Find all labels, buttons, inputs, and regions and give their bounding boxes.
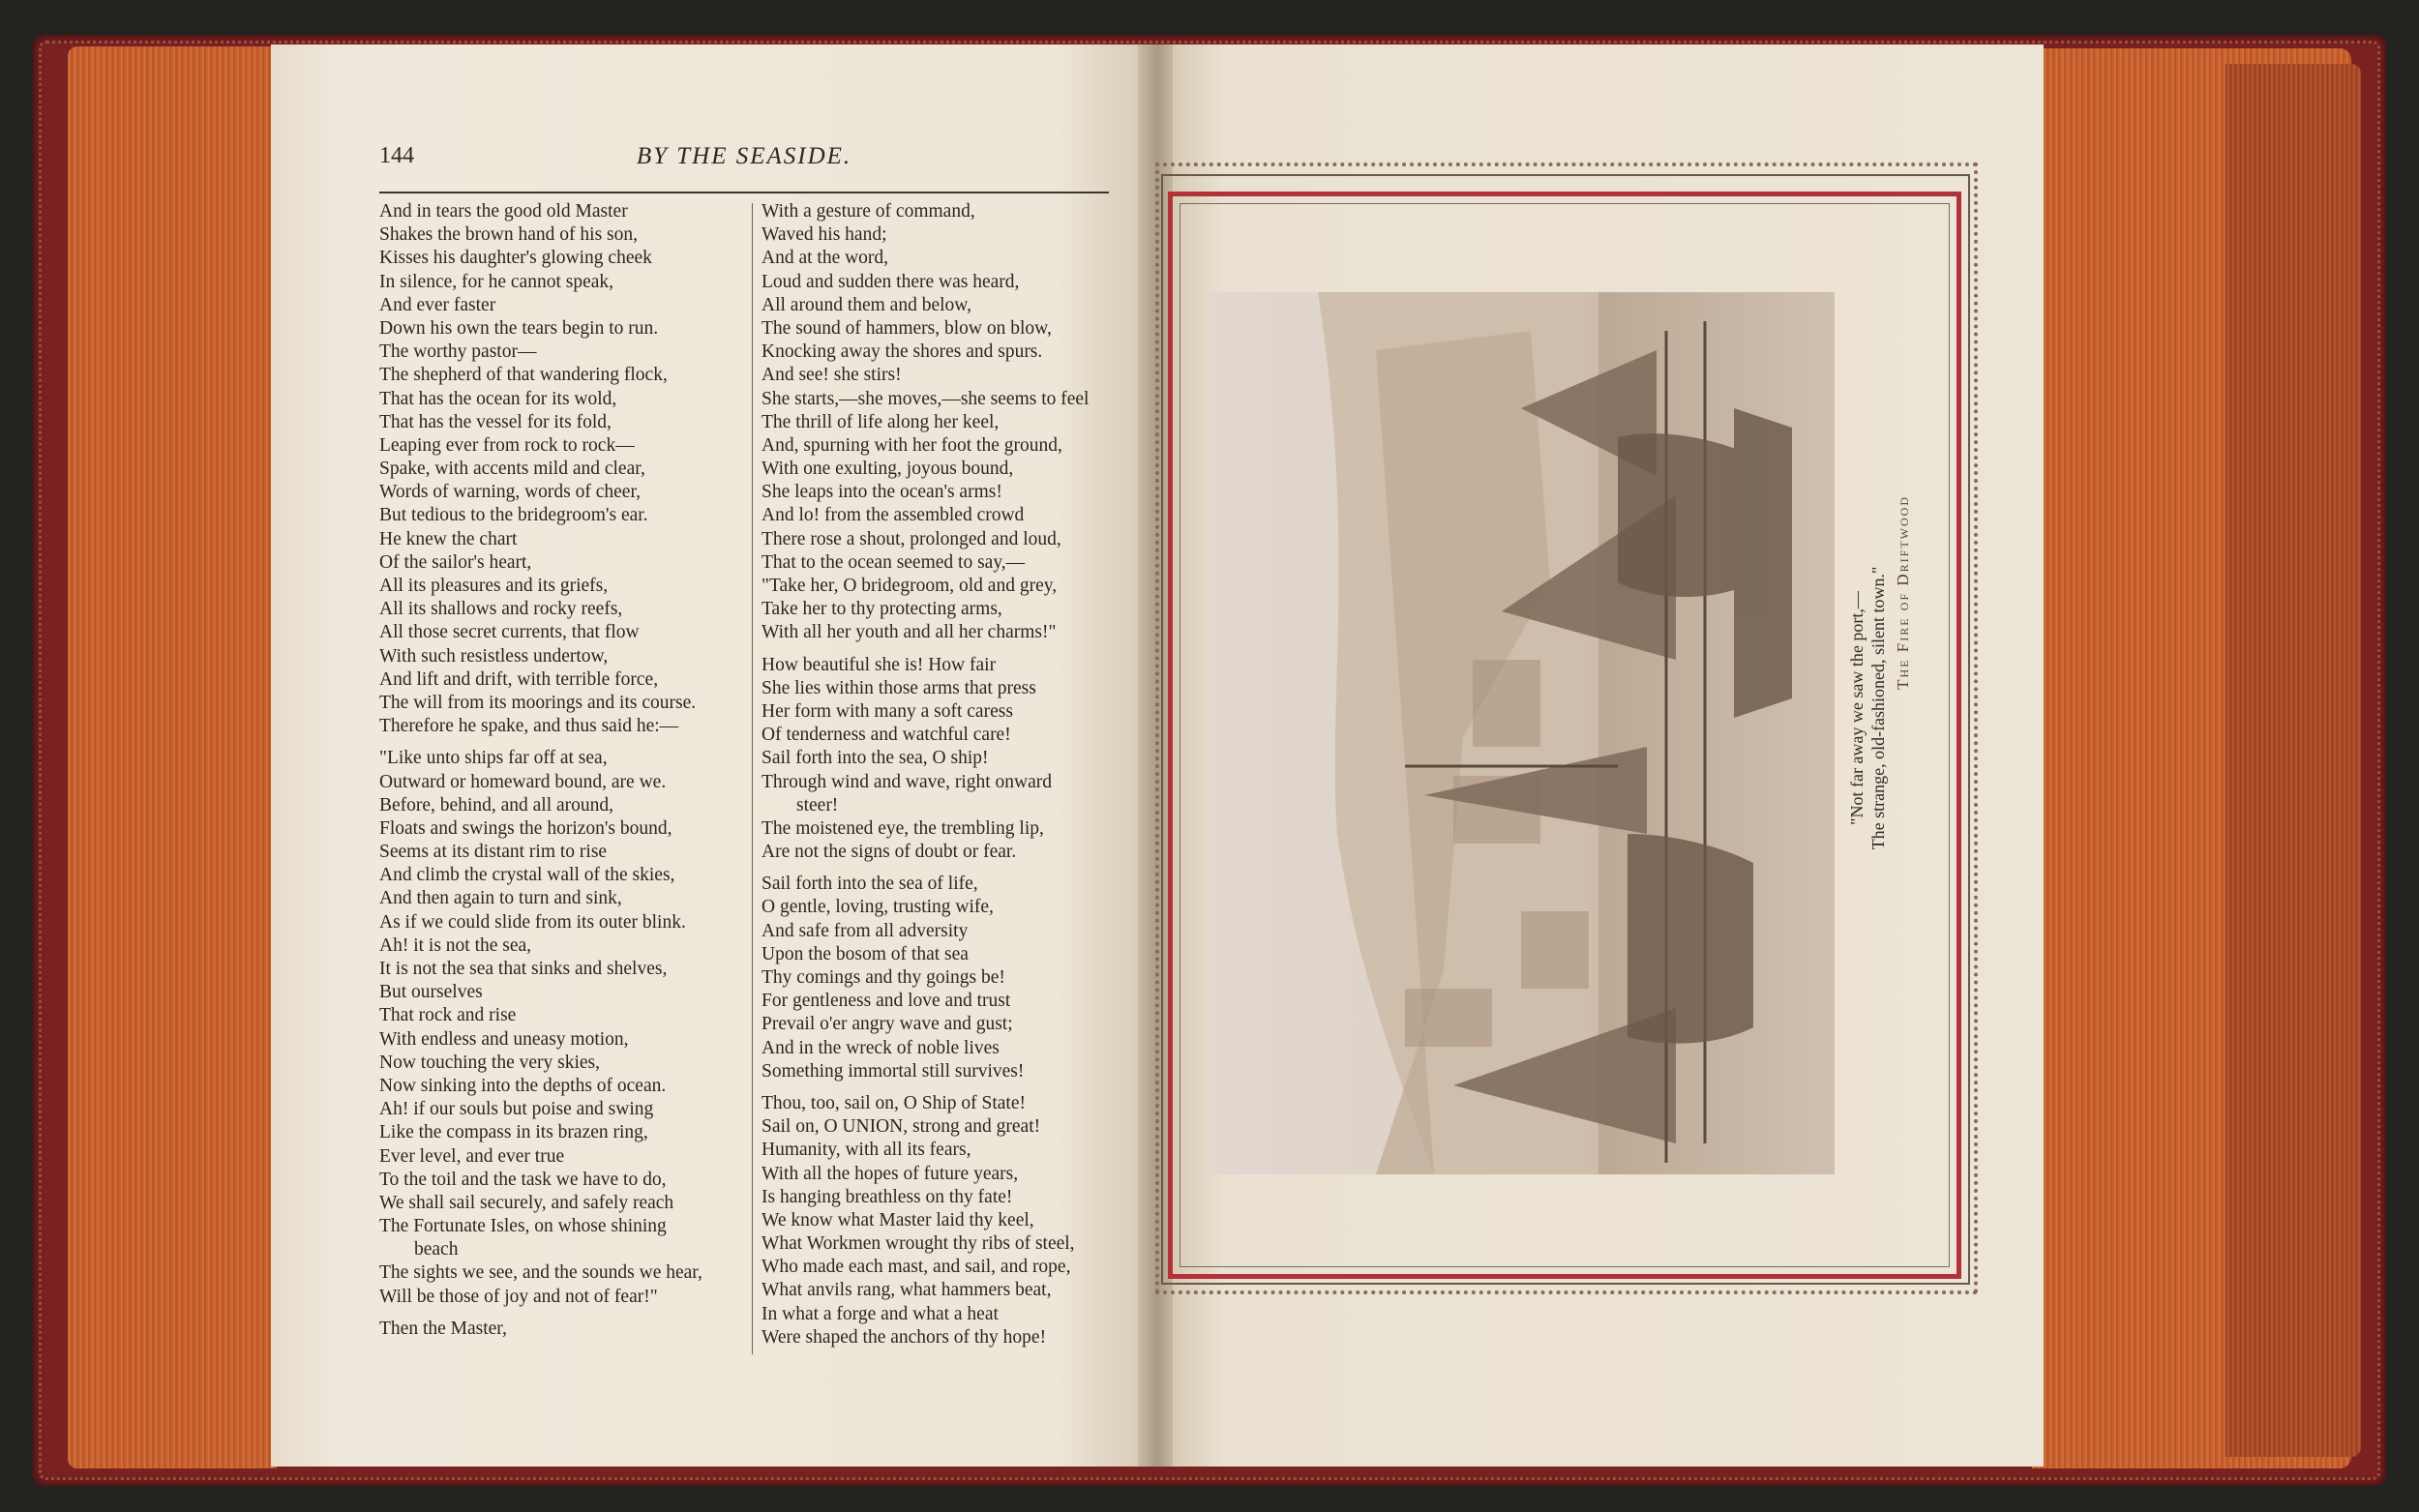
poem-line: Sail on, O UNION, strong and great! — [762, 1116, 1041, 1138]
stanza-break — [379, 1309, 747, 1318]
poem-line: Knocking away the shores and spurs. — [762, 341, 1043, 363]
poem-line: And see! she stirs! — [762, 365, 902, 386]
poem-line: That has the ocean for its wold, — [379, 388, 617, 409]
page-number: 144 — [379, 143, 414, 168]
poem-line: And safe from all adversity — [762, 920, 969, 941]
poem-line: Who made each mast, and sail, and rope, — [762, 1257, 1071, 1278]
poem-line: She leaps into the ocean's arms! — [762, 482, 1002, 503]
poem-line: Sail forth into the sea of life, — [762, 874, 978, 895]
poem-line: There rose a shout, prolonged and loud, — [762, 528, 1061, 549]
poem-line: With one exulting, joyous bound, — [762, 459, 1014, 480]
poem-line: She starts,—she moves,—she seems to feel — [762, 388, 1090, 409]
poem-line: With endless and uneasy motion, — [379, 1028, 629, 1050]
poem-line: All those secret currents, that flow — [379, 622, 640, 643]
running-header — [379, 143, 1109, 193]
poem-line: Waved his hand; — [762, 224, 887, 246]
poem-line: What Workmen wrought thy ribs of steel, — [762, 1233, 1075, 1255]
harbor-photograph — [1211, 292, 1835, 1174]
poem-line: Thou, too, sail on, O Ship of State! — [762, 1092, 1026, 1113]
poem-line: And, spurning with her foot the ground, — [762, 434, 1062, 456]
left-page-edges — [68, 46, 277, 1468]
poem-line: steer! — [796, 794, 839, 815]
poem-line: Is hanging breathless on thy fate! — [762, 1186, 1013, 1207]
poem-line: But tedious to the bridegroom's ear. — [379, 505, 648, 526]
caption-source: The Fire of Driftwood — [1894, 495, 1912, 690]
poem-line: Shakes the brown hand of his son, — [379, 224, 639, 246]
poem-line: Ever level, and ever true — [379, 1145, 565, 1167]
poem-column-left — [379, 200, 747, 1341]
poem-line: All its pleasures and its griefs, — [379, 576, 609, 596]
poem-line: Floats and swings the horizon's bound, — [379, 817, 672, 839]
poem-line: Of tenderness and watchful care! — [762, 725, 1011, 746]
poem-line: In what a forge and what a heat — [762, 1303, 999, 1324]
poem-line: And ever faster — [379, 294, 496, 315]
poem-line: Down his own the tears begin to run. — [379, 317, 659, 339]
poem-line: We know what Master laid thy keel, — [762, 1209, 1034, 1230]
poem-line: And in the wreck of noble lives — [762, 1037, 1000, 1058]
poem-line: "Take her, O bridegroom, old and grey, — [762, 576, 1058, 596]
poem-line: And in tears the good old Master — [379, 201, 628, 222]
harbor-photo-illustration — [1211, 292, 1835, 1174]
poem-line: She lies within those arms that press — [762, 677, 1036, 698]
poem-line: Will be those of joy and not of fear!" — [379, 1286, 658, 1307]
poem-line: The will from its moorings and its course. — [379, 692, 697, 713]
page-title: BY THE SEASIDE. — [636, 143, 852, 169]
poem-line: Therefore he spake, and thus said he:— — [379, 716, 679, 737]
poem-line: Humanity, with all its fears, — [762, 1140, 971, 1161]
poem-line: The shepherd of that wandering flock, — [379, 365, 668, 386]
caption-line-2: The strange, old-fashioned, silent town." — [1868, 566, 1888, 850]
stanza-break — [762, 864, 1110, 873]
poem-line: But ourselves — [379, 982, 483, 1003]
poem-line: Seems at its distant rim to rise — [379, 842, 608, 863]
poem-line: All around them and below, — [762, 294, 971, 315]
poem-line: Were shaped the anchors of thy hope! — [762, 1326, 1047, 1348]
poem-line: Kisses his daughter's glowing cheek — [379, 248, 652, 269]
poem-line: And at the word, — [762, 248, 889, 269]
poem-column-right — [762, 200, 1110, 1349]
poem-line: Spake, with accents mild and clear, — [379, 459, 645, 480]
poem-line: And lo! from the assembled crowd — [762, 505, 1025, 526]
poem-line: Words of warning, words of cheer, — [379, 482, 642, 503]
poem-line: In silence, for he cannot speak, — [379, 271, 614, 292]
poem-line: Like the compass in its brazen ring, — [379, 1122, 648, 1143]
poem-line: As if we could slide from its outer blink. — [379, 911, 686, 933]
poem-line: Thy comings and thy goings be! — [762, 967, 1005, 988]
column-divider — [752, 203, 753, 1354]
poem-line: Loud and sudden there was heard, — [762, 271, 1020, 292]
poem-line: With all her youth and all her charms!" — [762, 622, 1057, 643]
poem-line: The sound of hammers, blow on blow, — [762, 317, 1052, 339]
poem-line: That to the ocean seemed to say,— — [762, 551, 1026, 573]
stanza-break — [762, 1083, 1110, 1092]
poem-line: What anvils rang, what hammers beat, — [762, 1280, 1052, 1301]
poem-line: How beautiful she is! How fair — [762, 654, 997, 675]
stanza-break — [762, 645, 1110, 654]
poem-line: Now touching the very skies, — [379, 1052, 601, 1073]
poem-line: Something immortal still survives! — [762, 1060, 1025, 1082]
poem-line: Through wind and wave, right onward — [762, 771, 1053, 792]
poem-line: To the toil and the task we have to do, — [379, 1169, 667, 1190]
poem-line: Outward or homeward bound, are we. — [379, 771, 667, 792]
poem-line: Ah! it is not the sea, — [379, 934, 532, 956]
right-page-edges-outer — [2225, 64, 2361, 1457]
poem-line: And climb the crystal wall of the skies, — [379, 865, 675, 886]
poem-line: The Fortunate Isles, on whose shining — [379, 1216, 667, 1237]
poem-line: Leaping ever from rock to rock— — [379, 434, 635, 456]
poem-line: All its shallows and rocky reefs, — [379, 599, 623, 620]
poem-line: And then again to turn and sink, — [379, 888, 622, 909]
poem-line: Now sinking into the depths of ocean. — [379, 1075, 667, 1096]
stanza-break — [379, 738, 747, 747]
poem-line: With such resistless undertow, — [379, 645, 609, 667]
poem-line: "Like unto ships far off at sea, — [379, 748, 608, 769]
poem-line: Are not the signs of doubt or fear. — [762, 842, 1017, 863]
poem-line: It is not the sea that sinks and shelves, — [379, 959, 668, 979]
photo-caption — [1846, 495, 1916, 921]
poem-line: Her form with many a soft caress — [762, 700, 1013, 722]
poem-line: We shall sail securely, and safely reach — [379, 1192, 674, 1213]
poem-line: beach — [414, 1239, 459, 1260]
poem-line: That rock and rise — [379, 1005, 517, 1026]
poem-line: Ah! if our souls but poise and swing — [379, 1099, 654, 1120]
poem-line: And lift and drift, with terrible force, — [379, 668, 659, 690]
poem-line: Sail forth into the sea, O ship! — [762, 748, 989, 769]
poem-line: Before, behind, and all around, — [379, 794, 614, 815]
poem-line: The moistened eye, the trembling lip, — [762, 817, 1044, 839]
poem-line: Take her to thy protecting arms, — [762, 599, 1002, 620]
poem-line: With all the hopes of future years, — [762, 1163, 1019, 1184]
poem-line: With a gesture of command, — [762, 201, 975, 222]
poem-line: The sights we see, and the sounds we hear, — [379, 1262, 702, 1284]
poem-line: For gentleness and love and trust — [762, 991, 1011, 1012]
poem-line: Upon the bosom of that sea — [762, 943, 969, 964]
poem-line: The worthy pastor— — [379, 341, 537, 363]
poem-line: O gentle, loving, trusting wife, — [762, 897, 994, 918]
poem-line: He knew the chart — [379, 528, 518, 549]
poem-line: Prevail o'er angry wave and gust; — [762, 1014, 1013, 1035]
caption-line-1: "Not far away we saw the port,— — [1847, 591, 1867, 825]
poem-line: That has the vessel for its fold, — [379, 411, 612, 432]
poem-line: Then the Master, — [379, 1318, 507, 1339]
poem-line: The thrill of life along her keel, — [762, 411, 1000, 432]
poem-line: Of the sailor's heart, — [379, 551, 532, 573]
